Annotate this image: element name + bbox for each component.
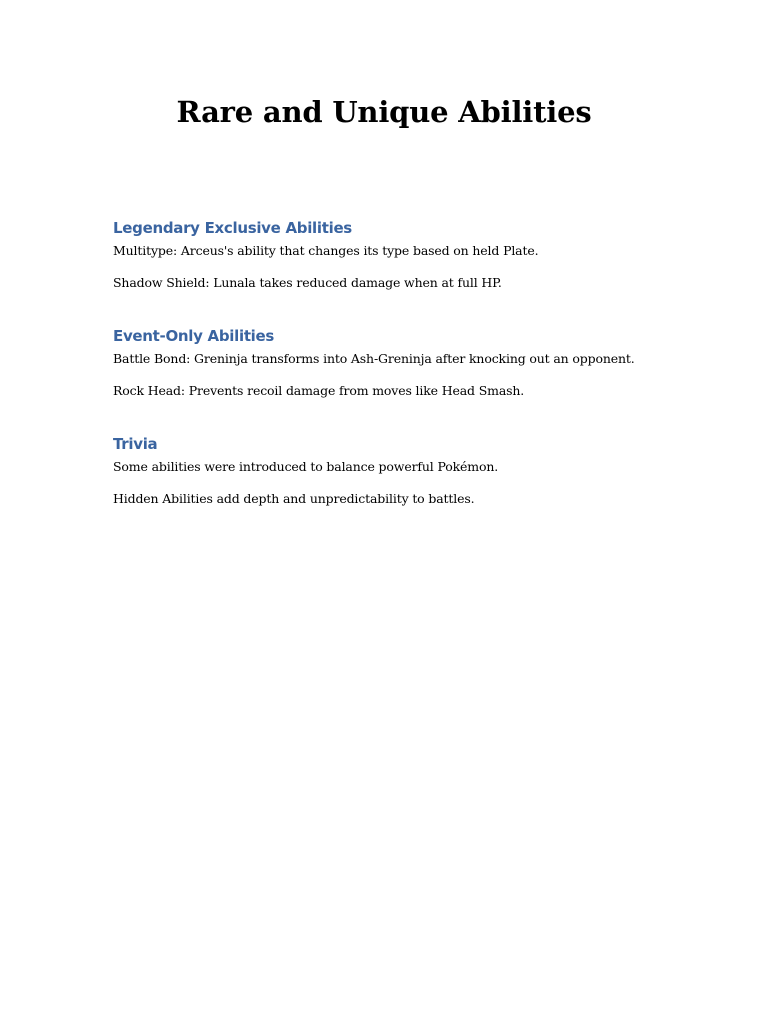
paragraph-shadow-shield: Shadow Shield: Lunala takes reduced damage when at full HP.: [113, 275, 502, 290]
section-heading: Legendary Exclusive Abilities: [113, 219, 352, 237]
section-heading: Trivia: [113, 435, 158, 453]
section-legendary-exclusive-abilities: [113, 218, 673, 292]
paragraph-trivia-balance: Some abilities were introduced to balance powerful Pokémon.: [113, 459, 499, 474]
document-title: Rare and Unique Abilities: [176, 95, 592, 129]
section-trivia: [113, 434, 673, 508]
paragraph-trivia-hidden-abilities: Hidden Abilities add depth and unpredictability to battles.: [113, 491, 475, 506]
section-event-only-abilities: [113, 326, 673, 400]
paragraph-rock-head: Rock Head: Prevents recoil damage from moves like Head Smash.: [113, 383, 525, 398]
paragraph-battle-bond: Battle Bond: Greninja transforms into Ash-Greninja after knocking out an opponent.: [113, 351, 635, 366]
paragraph-multitype: Multitype: Arceus's ability that changes its type based on held Plate.: [113, 243, 539, 258]
section-heading: Event-Only Abilities: [113, 327, 275, 345]
